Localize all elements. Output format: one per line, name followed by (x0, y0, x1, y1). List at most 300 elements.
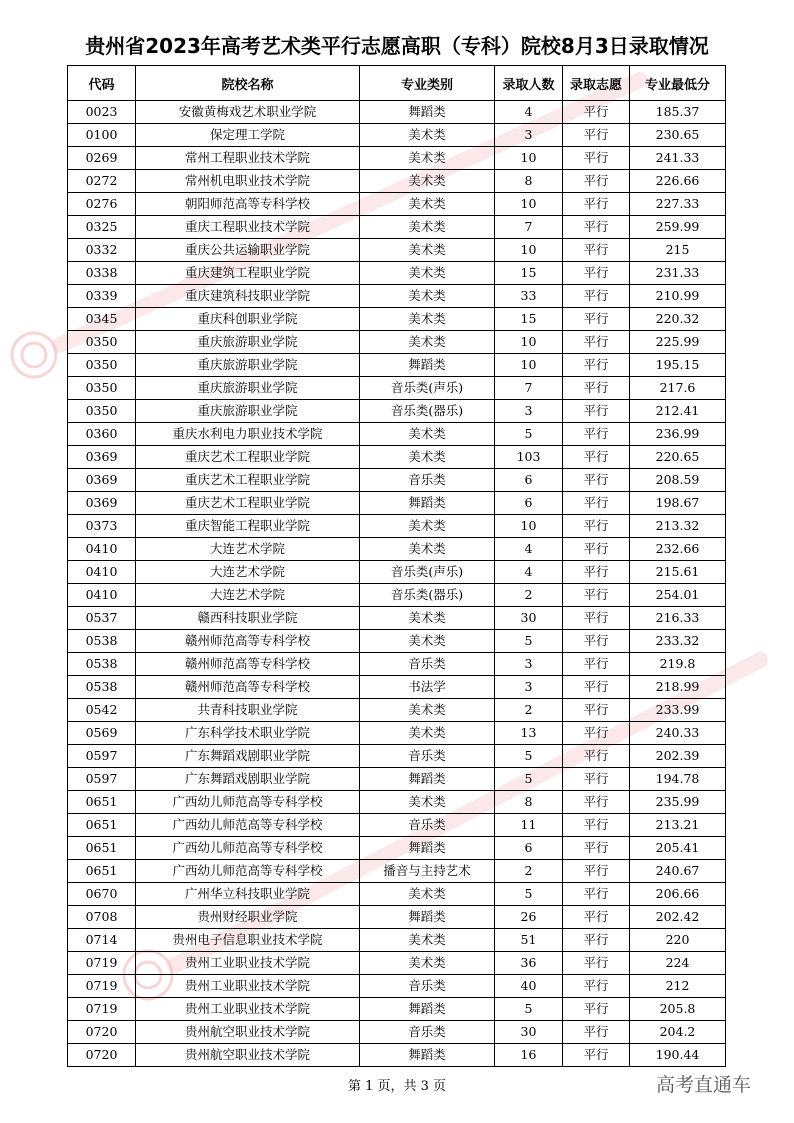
cell-choice: 平行 (563, 285, 630, 308)
cell-count: 10 (495, 193, 563, 216)
table-row (68, 193, 726, 216)
cell-major: 音乐类 (360, 469, 495, 492)
table-row (68, 653, 726, 676)
cell-min-score: 205.41 (630, 837, 726, 860)
cell-min-score: 225.99 (630, 331, 726, 354)
cell-count: 26 (495, 906, 563, 929)
cell-school: 朝阳师范高等专科学校 (136, 193, 360, 216)
cell-major: 美术类 (360, 883, 495, 906)
cell-count: 7 (495, 216, 563, 239)
cell-school: 重庆艺术工程职业学院 (136, 492, 360, 515)
cell-school: 共青科技职业学院 (136, 699, 360, 722)
cell-code: 0651 (68, 837, 136, 860)
cell-choice: 平行 (563, 469, 630, 492)
cell-min-score: 190.44 (630, 1044, 726, 1067)
cell-choice: 平行 (563, 308, 630, 331)
cell-count: 10 (495, 515, 563, 538)
cell-school: 贵州工业职业技术学院 (136, 952, 360, 975)
header-count: 录取人数 (495, 66, 563, 101)
cell-min-score: 215 (630, 239, 726, 262)
cell-count: 10 (495, 331, 563, 354)
header-code: 代码 (68, 66, 136, 101)
cell-min-score: 216.33 (630, 607, 726, 630)
cell-choice: 平行 (563, 699, 630, 722)
table-row (68, 124, 726, 147)
cell-count: 3 (495, 653, 563, 676)
cell-choice: 平行 (563, 262, 630, 285)
cell-code: 0569 (68, 722, 136, 745)
cell-choice: 平行 (563, 423, 630, 446)
table-row (68, 331, 726, 354)
cell-code: 0538 (68, 630, 136, 653)
cell-school: 广东舞蹈戏剧职业学院 (136, 745, 360, 768)
cell-choice: 平行 (563, 170, 630, 193)
cell-min-score: 195.15 (630, 354, 726, 377)
cell-code: 0651 (68, 860, 136, 883)
cell-school: 保定理工学院 (136, 124, 360, 147)
cell-choice: 平行 (563, 331, 630, 354)
header-school: 院校名称 (136, 66, 360, 101)
cell-school: 大连艺术学院 (136, 561, 360, 584)
cell-major: 播音与主持艺术 (360, 860, 495, 883)
cell-school: 贵州航空职业技术学院 (136, 1044, 360, 1067)
table-row (68, 423, 726, 446)
cell-school: 常州机电职业技术学院 (136, 170, 360, 193)
cell-choice: 平行 (563, 239, 630, 262)
cell-major: 舞蹈类 (360, 906, 495, 929)
cell-major: 美术类 (360, 285, 495, 308)
cell-count: 5 (495, 423, 563, 446)
cell-code: 0100 (68, 124, 136, 147)
cell-code: 0719 (68, 952, 136, 975)
table-row (68, 676, 726, 699)
table-row (68, 469, 726, 492)
cell-code: 0360 (68, 423, 136, 446)
cell-school: 重庆科创职业学院 (136, 308, 360, 331)
cell-school: 重庆艺术工程职业学院 (136, 469, 360, 492)
cell-min-score: 220 (630, 929, 726, 952)
cell-min-score: 212 (630, 975, 726, 998)
cell-choice: 平行 (563, 561, 630, 584)
cell-school: 贵州航空职业技术学院 (136, 1021, 360, 1044)
cell-school: 广西幼儿师范高等专科学校 (136, 837, 360, 860)
cell-choice: 平行 (563, 837, 630, 860)
cell-code: 0538 (68, 653, 136, 676)
table-row (68, 101, 726, 124)
cell-choice: 平行 (563, 400, 630, 423)
cell-school: 重庆旅游职业学院 (136, 354, 360, 377)
cell-choice: 平行 (563, 584, 630, 607)
cell-major: 舞蹈类 (360, 768, 495, 791)
cell-choice: 平行 (563, 814, 630, 837)
table-row (68, 883, 726, 906)
cell-major: 美术类 (360, 722, 495, 745)
cell-major: 美术类 (360, 515, 495, 538)
cell-min-score: 233.32 (630, 630, 726, 653)
cell-code: 0597 (68, 745, 136, 768)
cell-code: 0345 (68, 308, 136, 331)
cell-choice: 平行 (563, 147, 630, 170)
cell-choice: 平行 (563, 975, 630, 998)
cell-min-score: 233.99 (630, 699, 726, 722)
cell-choice: 平行 (563, 193, 630, 216)
cell-code: 0369 (68, 446, 136, 469)
cell-min-score: 240.33 (630, 722, 726, 745)
cell-major: 音乐类 (360, 814, 495, 837)
cell-choice: 平行 (563, 676, 630, 699)
cell-major: 舞蹈类 (360, 998, 495, 1021)
cell-code: 0719 (68, 975, 136, 998)
cell-major: 美术类 (360, 538, 495, 561)
table-row (68, 446, 726, 469)
table-row (68, 906, 726, 929)
table-row (68, 929, 726, 952)
cell-choice: 平行 (563, 952, 630, 975)
cell-school: 重庆建筑工程职业学院 (136, 262, 360, 285)
cell-school: 大连艺术学院 (136, 584, 360, 607)
cell-school: 常州工程职业技术学院 (136, 147, 360, 170)
table-row (68, 814, 726, 837)
table-row (68, 998, 726, 1021)
cell-code: 0023 (68, 101, 136, 124)
cell-major: 美术类 (360, 124, 495, 147)
cell-major: 美术类 (360, 607, 495, 630)
cell-min-score: 213.32 (630, 515, 726, 538)
cell-choice: 平行 (563, 101, 630, 124)
cell-min-score: 230.65 (630, 124, 726, 147)
cell-major: 舞蹈类 (360, 1044, 495, 1067)
cell-count: 2 (495, 584, 563, 607)
cell-choice: 平行 (563, 791, 630, 814)
cell-choice: 平行 (563, 630, 630, 653)
cell-min-score: 205.8 (630, 998, 726, 1021)
cell-min-score: 202.39 (630, 745, 726, 768)
cell-choice: 平行 (563, 216, 630, 239)
cell-count: 16 (495, 1044, 563, 1067)
cell-min-score: 259.99 (630, 216, 726, 239)
cell-school: 贵州电子信息职业技术学院 (136, 929, 360, 952)
cell-major: 美术类 (360, 630, 495, 653)
cell-school: 广东科学技术职业学院 (136, 722, 360, 745)
cell-choice: 平行 (563, 446, 630, 469)
cell-count: 10 (495, 354, 563, 377)
cell-code: 0325 (68, 216, 136, 239)
cell-major: 美术类 (360, 952, 495, 975)
cell-choice: 平行 (563, 607, 630, 630)
cell-choice: 平行 (563, 929, 630, 952)
cell-code: 0276 (68, 193, 136, 216)
table-row (68, 768, 726, 791)
cell-count: 6 (495, 469, 563, 492)
cell-major: 美术类 (360, 308, 495, 331)
cell-school: 广东舞蹈戏剧职业学院 (136, 768, 360, 791)
cell-choice: 平行 (563, 354, 630, 377)
table-row (68, 584, 726, 607)
cell-count: 2 (495, 860, 563, 883)
cell-choice: 平行 (563, 1044, 630, 1067)
cell-major: 音乐类 (360, 653, 495, 676)
cell-count: 8 (495, 170, 563, 193)
cell-count: 10 (495, 239, 563, 262)
cell-school: 赣州师范高等专科学校 (136, 676, 360, 699)
cell-code: 0719 (68, 998, 136, 1021)
cell-count: 3 (495, 400, 563, 423)
cell-choice: 平行 (563, 722, 630, 745)
table-row (68, 607, 726, 630)
cell-major: 音乐类(器乐) (360, 584, 495, 607)
cell-major: 美术类 (360, 193, 495, 216)
table-row (68, 538, 726, 561)
cell-min-score: 202.42 (630, 906, 726, 929)
cell-min-score: 218.99 (630, 676, 726, 699)
table-row (68, 285, 726, 308)
cell-school: 安徽黄梅戏艺术职业学院 (136, 101, 360, 124)
cell-school: 贵州财经职业学院 (136, 906, 360, 929)
cell-count: 103 (495, 446, 563, 469)
cell-code: 0369 (68, 469, 136, 492)
cell-code: 0350 (68, 400, 136, 423)
page-footer: 第 1 页，共 3 页 (347, 1079, 447, 1094)
cell-code: 0272 (68, 170, 136, 193)
cell-min-score: 208.59 (630, 469, 726, 492)
cell-min-score: 231.33 (630, 262, 726, 285)
cell-school: 贵州工业职业技术学院 (136, 998, 360, 1021)
cell-school: 贵州工业职业技术学院 (136, 975, 360, 998)
cell-choice: 平行 (563, 860, 630, 883)
cell-count: 30 (495, 1021, 563, 1044)
cell-major: 美术类 (360, 262, 495, 285)
cell-choice: 平行 (563, 653, 630, 676)
table-row (68, 860, 726, 883)
cell-major: 舞蹈类 (360, 101, 495, 124)
table-row (68, 952, 726, 975)
cell-major: 书法学 (360, 676, 495, 699)
cell-min-score: 213.21 (630, 814, 726, 837)
cell-major: 美术类 (360, 423, 495, 446)
table-row (68, 837, 726, 860)
table-row (68, 975, 726, 998)
cell-major: 音乐类(声乐) (360, 561, 495, 584)
cell-code: 0651 (68, 791, 136, 814)
cell-min-score: 227.33 (630, 193, 726, 216)
cell-count: 2 (495, 699, 563, 722)
table-row (68, 515, 726, 538)
cell-school: 重庆水利电力职业技术学院 (136, 423, 360, 446)
table-row (68, 262, 726, 285)
cell-min-score: 236.99 (630, 423, 726, 446)
cell-school: 重庆公共运输职业学院 (136, 239, 360, 262)
cell-min-score: 254.01 (630, 584, 726, 607)
cell-major: 美术类 (360, 699, 495, 722)
table-row (68, 745, 726, 768)
cell-school: 重庆旅游职业学院 (136, 331, 360, 354)
cell-min-score: 240.67 (630, 860, 726, 883)
cell-school: 大连艺术学院 (136, 538, 360, 561)
table-row (68, 216, 726, 239)
cell-code: 0538 (68, 676, 136, 699)
cell-count: 33 (495, 285, 563, 308)
cell-count: 6 (495, 837, 563, 860)
cell-major: 舞蹈类 (360, 492, 495, 515)
cell-min-score: 217.6 (630, 377, 726, 400)
table-row (68, 1021, 726, 1044)
cell-major: 美术类 (360, 239, 495, 262)
cell-min-score: 235.99 (630, 791, 726, 814)
cell-school: 重庆艺术工程职业学院 (136, 446, 360, 469)
cell-code: 0339 (68, 285, 136, 308)
cell-count: 30 (495, 607, 563, 630)
cell-code: 0720 (68, 1021, 136, 1044)
cell-count: 5 (495, 768, 563, 791)
table-row (68, 239, 726, 262)
table-row (68, 147, 726, 170)
header-major: 专业类别 (360, 66, 495, 101)
cell-school: 重庆智能工程职业学院 (136, 515, 360, 538)
cell-code: 0720 (68, 1044, 136, 1067)
cell-count: 5 (495, 745, 563, 768)
cell-count: 40 (495, 975, 563, 998)
cell-count: 6 (495, 492, 563, 515)
cell-count: 15 (495, 262, 563, 285)
cell-major: 音乐类 (360, 745, 495, 768)
table-row (68, 561, 726, 584)
cell-min-score: 224 (630, 952, 726, 975)
cell-min-score: 215.61 (630, 561, 726, 584)
cell-code: 0410 (68, 561, 136, 584)
cell-code: 0338 (68, 262, 136, 285)
page-title: 贵州省2023年高考艺术类平行志愿高职（专科）院校8月3日录取情况 (85, 34, 709, 58)
cell-major: 舞蹈类 (360, 354, 495, 377)
cell-min-score: 232.66 (630, 538, 726, 561)
cell-major: 音乐类(器乐) (360, 400, 495, 423)
cell-count: 4 (495, 538, 563, 561)
cell-major: 音乐类(声乐) (360, 377, 495, 400)
cell-choice: 平行 (563, 768, 630, 791)
cell-code: 0537 (68, 607, 136, 630)
cell-count: 4 (495, 561, 563, 584)
cell-count: 8 (495, 791, 563, 814)
admission-table (67, 65, 726, 1067)
cell-code: 0350 (68, 331, 136, 354)
cell-major: 美术类 (360, 147, 495, 170)
cell-major: 美术类 (360, 929, 495, 952)
cell-choice: 平行 (563, 124, 630, 147)
cell-min-score: 220.32 (630, 308, 726, 331)
cell-code: 0542 (68, 699, 136, 722)
cell-school: 重庆工程职业技术学院 (136, 216, 360, 239)
table-row (68, 1044, 726, 1067)
cell-code: 0670 (68, 883, 136, 906)
cell-major: 舞蹈类 (360, 837, 495, 860)
cell-count: 5 (495, 883, 563, 906)
header-min-score: 专业最低分 (630, 66, 726, 101)
table-row (68, 400, 726, 423)
cell-count: 5 (495, 998, 563, 1021)
cell-major: 音乐类 (360, 975, 495, 998)
cell-code: 0332 (68, 239, 136, 262)
cell-code: 0708 (68, 906, 136, 929)
cell-count: 10 (495, 147, 563, 170)
cell-code: 0597 (68, 768, 136, 791)
cell-major: 美术类 (360, 446, 495, 469)
table-row (68, 492, 726, 515)
header-choice: 录取志愿 (563, 66, 630, 101)
cell-code: 0350 (68, 354, 136, 377)
cell-major: 美术类 (360, 216, 495, 239)
cell-school: 广西幼儿师范高等专科学校 (136, 814, 360, 837)
cell-code: 0350 (68, 377, 136, 400)
cell-choice: 平行 (563, 538, 630, 561)
table-row (68, 377, 726, 400)
table-row (68, 170, 726, 193)
table-row (68, 354, 726, 377)
cell-min-score: 198.67 (630, 492, 726, 515)
cell-min-score: 204.2 (630, 1021, 726, 1044)
cell-code: 0714 (68, 929, 136, 952)
cell-min-score: 220.65 (630, 446, 726, 469)
cell-count: 51 (495, 929, 563, 952)
cell-choice: 平行 (563, 492, 630, 515)
cell-school: 广西幼儿师范高等专科学校 (136, 860, 360, 883)
cell-count: 3 (495, 676, 563, 699)
cell-choice: 平行 (563, 745, 630, 768)
cell-code: 0369 (68, 492, 136, 515)
cell-major: 美术类 (360, 331, 495, 354)
cell-count: 11 (495, 814, 563, 837)
cell-min-score: 226.66 (630, 170, 726, 193)
cell-school: 重庆建筑科技职业学院 (136, 285, 360, 308)
cell-count: 36 (495, 952, 563, 975)
cell-choice: 平行 (563, 515, 630, 538)
cell-count: 7 (495, 377, 563, 400)
cell-choice: 平行 (563, 1021, 630, 1044)
cell-school: 广西幼儿师范高等专科学校 (136, 791, 360, 814)
cell-school: 广州华立科技职业学院 (136, 883, 360, 906)
cell-count: 15 (495, 308, 563, 331)
cell-choice: 平行 (563, 998, 630, 1021)
cell-min-score: 194.78 (630, 768, 726, 791)
cell-school: 赣州师范高等专科学校 (136, 630, 360, 653)
cell-count: 3 (495, 124, 563, 147)
cell-count: 13 (495, 722, 563, 745)
cell-min-score: 212.41 (630, 400, 726, 423)
cell-code: 0651 (68, 814, 136, 837)
cell-min-score: 185.37 (630, 101, 726, 124)
cell-major: 音乐类 (360, 1021, 495, 1044)
cell-school: 重庆旅游职业学院 (136, 377, 360, 400)
cell-min-score: 210.99 (630, 285, 726, 308)
cell-choice: 平行 (563, 377, 630, 400)
cell-school: 赣西科技职业学院 (136, 607, 360, 630)
cell-min-score: 219.8 (630, 653, 726, 676)
table-row (68, 699, 726, 722)
cell-school: 赣州师范高等专科学校 (136, 653, 360, 676)
cell-school: 重庆旅游职业学院 (136, 400, 360, 423)
cell-count: 4 (495, 101, 563, 124)
table-row (68, 630, 726, 653)
cell-code: 0410 (68, 584, 136, 607)
cell-major: 美术类 (360, 791, 495, 814)
cell-choice: 平行 (563, 906, 630, 929)
cell-choice: 平行 (563, 883, 630, 906)
table-row (68, 791, 726, 814)
cell-min-score: 241.33 (630, 147, 726, 170)
table-header-row (68, 66, 726, 101)
cell-code: 0269 (68, 147, 136, 170)
cell-min-score: 206.66 (630, 883, 726, 906)
table-row (68, 308, 726, 331)
cell-count: 5 (495, 630, 563, 653)
